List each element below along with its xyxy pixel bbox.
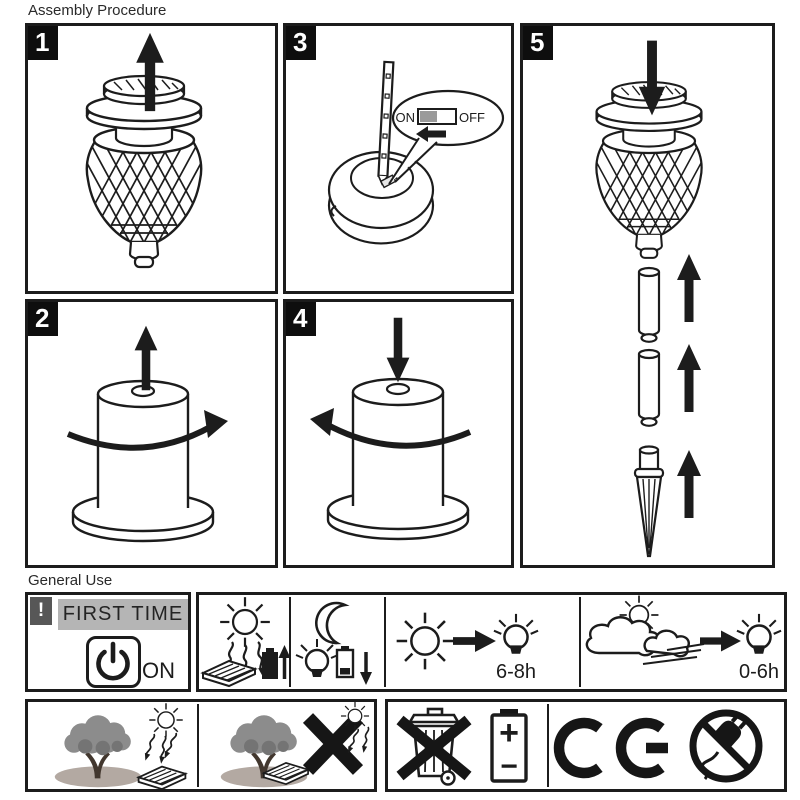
on-off-switch-icon[interactable] — [418, 109, 456, 124]
torch-head-icon — [54, 76, 234, 267]
sun-ray-arrow-icon — [162, 732, 179, 760]
first-time-banner: FIRST TIME — [58, 599, 188, 630]
switch-on-label: ON — [395, 110, 415, 125]
usage-box — [196, 592, 787, 692]
pole-tube-2-icon — [639, 350, 659, 426]
pole-twist-up-illustration — [28, 302, 275, 565]
tree-icon — [55, 715, 141, 787]
step-4-number: 4 — [286, 302, 316, 336]
pole-cylinder-icon — [328, 379, 468, 539]
cross-icon — [308, 718, 358, 770]
compliance-box — [385, 699, 787, 792]
pole-tube-1-icon — [639, 268, 659, 342]
step-2-number: 2 — [28, 302, 58, 336]
light-bulb-icon — [296, 639, 338, 677]
pole-cylinder-icon — [73, 381, 213, 541]
up-arrow-icon — [677, 254, 701, 322]
general-use-title: General Use — [28, 572, 113, 589]
step-3-number: 3 — [286, 26, 316, 60]
cloud-icon — [587, 617, 689, 656]
battery-draining-icon — [337, 646, 353, 677]
step-3-panel — [283, 23, 514, 294]
cloudy-runtime: 0-6h — [738, 661, 780, 683]
power-state-label: ON — [142, 658, 175, 683]
battery-minus-label: − — [500, 750, 518, 783]
switch-callout — [389, 91, 503, 184]
moon-icon — [316, 603, 345, 643]
first-time-box — [25, 592, 191, 692]
sun-ray-arrow-icon — [361, 727, 371, 754]
right-arrow-icon — [700, 631, 741, 652]
up-arrow-icon — [677, 344, 701, 412]
step-1-panel — [25, 23, 278, 294]
light-bulb-icon — [494, 614, 538, 654]
solar-panel-icon — [139, 767, 186, 789]
placement-box — [25, 699, 377, 792]
no-mains-plug-icon — [693, 709, 759, 779]
right-arrow-icon — [453, 630, 496, 652]
step-5-number: 5 — [523, 26, 553, 60]
alert-icon: ! — [30, 597, 52, 625]
crossed-wheelie-bin-icon — [400, 709, 468, 785]
battery-cell-icon — [492, 709, 526, 783]
sun-icon — [220, 597, 270, 647]
torch-head-pull-up-illustration — [28, 26, 275, 291]
full-assembly-illustration — [523, 26, 772, 565]
ce-mark-icon — [559, 723, 668, 773]
sun-ray-arrow-icon — [158, 736, 167, 765]
battery-plus-label: + — [499, 714, 519, 752]
base-switch-illustration — [286, 26, 511, 291]
step-5-panel — [520, 23, 775, 568]
step-4-panel — [283, 299, 514, 568]
sun-ray-arrow-icon — [143, 733, 157, 761]
full-sun-runtime: 6-8h — [495, 661, 537, 683]
step-2-panel — [25, 299, 278, 568]
charge-up-arrow-icon — [279, 645, 291, 679]
compliance-symbols — [388, 702, 784, 789]
sun-icon — [149, 703, 182, 736]
sun-icon — [341, 702, 369, 730]
power-icon — [89, 639, 137, 684]
battery-charging-icon — [262, 648, 278, 679]
step-1-number: 1 — [28, 26, 58, 60]
down-arrow-icon — [387, 318, 410, 383]
sun-icon — [397, 613, 454, 670]
placement-illustrations — [28, 702, 374, 789]
up-arrow-icon — [677, 450, 701, 518]
solar-panel-icon — [203, 661, 255, 686]
light-bulb-icon — [737, 614, 781, 654]
assembly-title: Assembly Procedure — [28, 2, 167, 19]
discharge-down-arrow-icon — [360, 652, 372, 685]
ground-stake-icon — [635, 447, 663, 557]
power-button[interactable] — [86, 636, 141, 688]
usage-illustrations — [199, 595, 784, 689]
pole-twist-down-illustration — [286, 302, 511, 565]
switch-off-label: OFF — [459, 110, 485, 125]
